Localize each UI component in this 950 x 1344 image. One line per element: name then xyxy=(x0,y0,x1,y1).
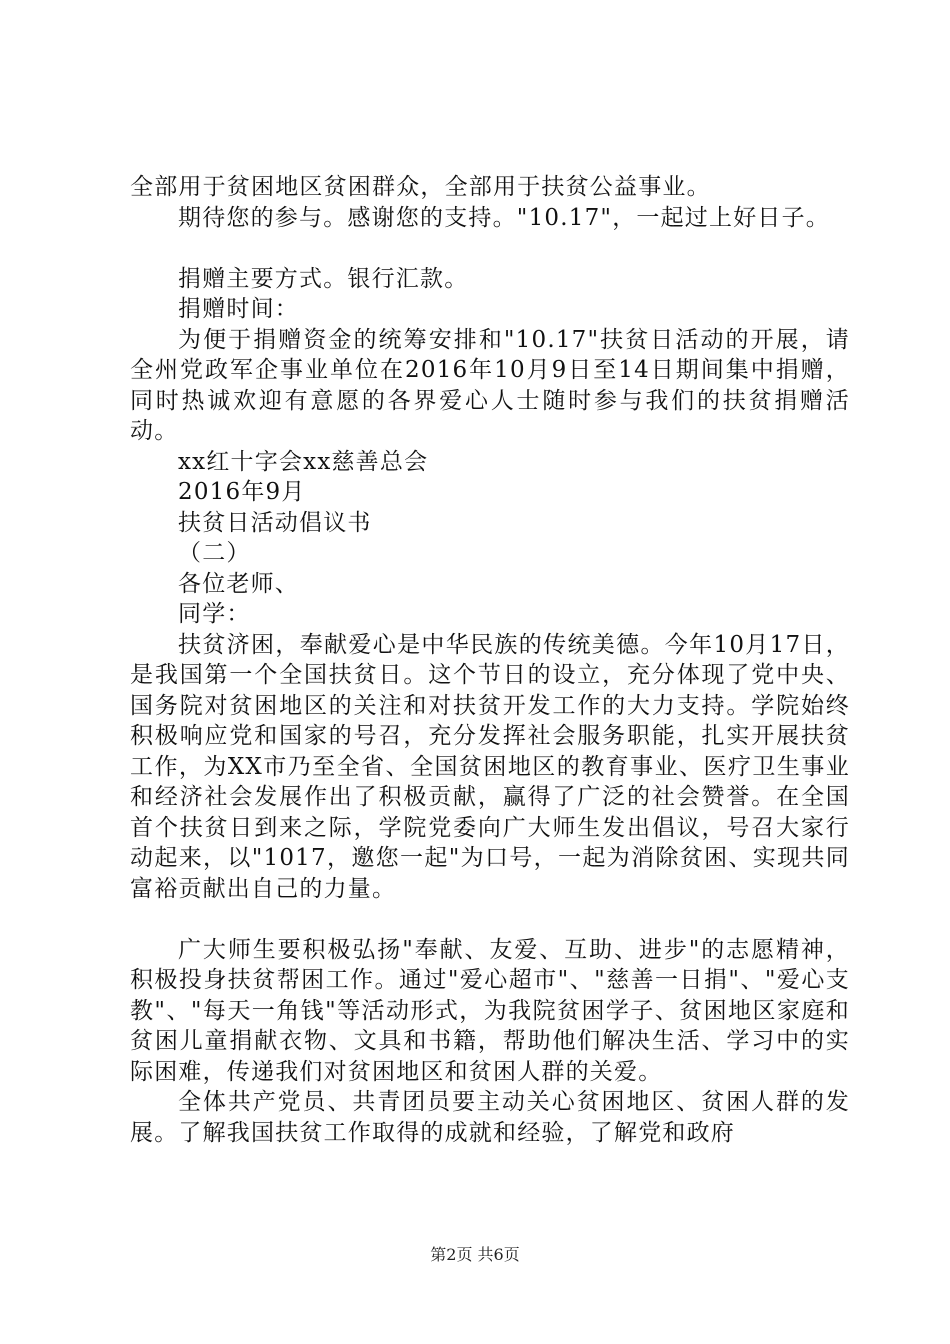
salutation-students: 同学： xyxy=(178,601,251,627)
paragraph-gap xyxy=(130,904,850,935)
document-body xyxy=(130,172,850,1148)
paragraph-introduction: 扶贫济困，奉献爱心是中华民族的传统美德。今年10月17日，是我国第一个全国扶贫日。这个节日的设立，充分体现了党中央、国务院对贫困地区的关注和对扶贫开发工作的大力支持。学院始终积极响应党和国家的号召，充分发挥社会服务职能，扎实开展扶贫工作，为XX市乃至全省、全国贫困地区的教育事业、医疗卫生事业和经济社会发展作出了积极贡献，赢得了广泛的社会赞誉。在全国首个扶贫日到来之际，学院党委向广大师生发出倡议，号召大家行动起来，以"1017，邀您一起"为口号，一起为消除贫困、实现共同富裕贡献出自己的力量。 xyxy=(130,631,850,902)
paragraph-donation-method: 捐赠主要方式。银行汇款。 xyxy=(178,265,469,292)
signature-date: 2016年9月 xyxy=(178,479,306,505)
paragraph-closing-appeal: 期待您的参与。感谢您的支持。"10.17"，一起过上好日子。 xyxy=(178,204,831,231)
section-title: 扶贫日活动倡议书 xyxy=(178,509,372,536)
paragraph-donation-time-detail: 为便于捐赠资金的统筹安排和"10.17"扶贫日活动的开展，请全州党政军企事业单位在2016年10月9日至14日期间集中捐赠，同时热诚欢迎有意愿的各界爱心人士随时参与我们的扶贫捐赠活动。 xyxy=(130,326,850,444)
paragraph-continued: 全部用于贫困地区贫困群众，全部用于扶贫公益事业。 xyxy=(130,174,711,200)
paragraph-party-members: 全体共产党员、共青团员要主动关心贫困地区、贫困人群的发展。了解我国扶贫工作取得的成就和经验，了解党和政府 xyxy=(130,1089,850,1146)
paragraph-donation-time-label: 捐赠时间： xyxy=(178,296,299,322)
section-number: （二） xyxy=(178,540,251,566)
page-footer: 第2页 共6页 xyxy=(430,1245,520,1264)
salutation-teachers: 各位老师、 xyxy=(178,570,299,597)
paragraph-volunteer-spirit: 广大师生要积极弘扬"奉献、友爱、互助、进步"的志愿精神，积极投身扶贫帮困工作。通过"爱心超市"、"慈善一日捐"、"爱心支教"、"每天一角钱"等活动形式，为我院贫困学子、贫困地区家庭和贫困儿童捐献衣物、文具和书籍，帮助他们解决生活、学习中的实际困难，传递我们对贫困地区和贫困人群的关爱。 xyxy=(130,936,850,1085)
signature-organizations: xx红十字会xx慈善总会 xyxy=(178,448,429,475)
paragraph-gap xyxy=(130,233,850,264)
